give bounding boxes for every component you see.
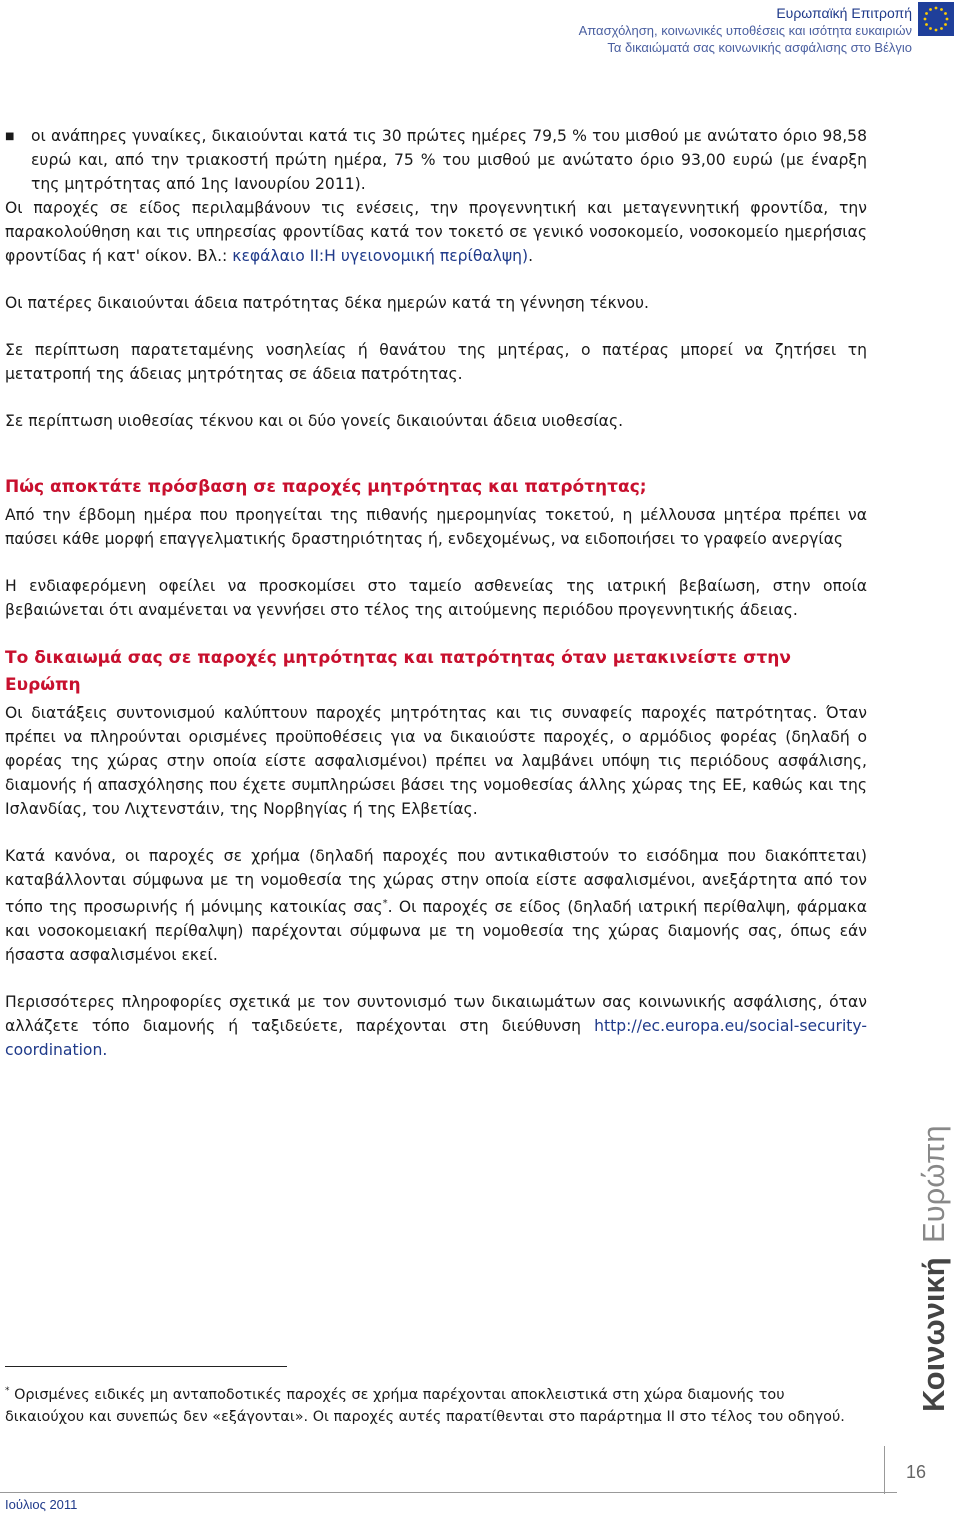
brand-word-europe: Ευρώπη xyxy=(916,1125,951,1243)
paragraph-transfer-leave: Σε περίπτωση παρατεταμένης νοσηλείας ή θανάτου της μητέρας, ο πατέρας μπορεί να ζητήσει τη μετατροπή της άδειας μητρότητας σε άδεια πατρότητας. xyxy=(5,341,867,383)
paragraph-benefits-in-kind xyxy=(5,196,867,268)
footnote-text: Ορισμένες ειδικές μη ανταποδοτικές παροχές σε χρήμα παρέχονται αποκλειστικά στη χώρα διαμονής του δικαιούχου και συνεπώς δεν «εξάγονται». Οι παροχές αυτές παρατίθενται στο παράρτημα ΙΙ στο τέλος του οδηγού. xyxy=(5,1386,845,1425)
social-europe-brand xyxy=(910,1078,951,1418)
page-number: 16 xyxy=(906,1462,927,1482)
footnote-mark: * xyxy=(5,1386,10,1396)
paragraph-cash-benefits xyxy=(5,844,867,967)
section-heading-access: Πώς αποκτάτε πρόσβαση σε παροχές μητρότητας και πατρότητας; xyxy=(5,477,647,497)
main-content xyxy=(5,124,867,1085)
paragraph-medical-certificate: Η ενδιαφερόμενη οφείλει να προσκομίσει στο ταμείο ασθενείας της ιατρική βεβαίωση, στην οποία βεβαιώνεται ότι αναμένεται να γεννήσει στο τέλος της αιτούμενης περιόδου προγεννητικής άδειας. xyxy=(5,577,867,619)
paragraph-more-info xyxy=(5,990,867,1062)
paragraph-coordination: Οι διατάξεις συντονισμού καλύπτουν παροχές μητρότητας και τις συναφείς παροχές πατρότητας. Όταν πρέπει να πληρούνται ορισμένες προϋποθέσεις για να δικαιούστε παροχές, ο αρμόδιος φορέας (δηλαδή ο φορέας της χώρας στην οποία είστε ασφαλισμένοι) πρέπει να λαμβάνει υπόψη τις περιόδους ασφάλισης, διαμονής ή απασχόλησης που έχετε συμπληρώσει βάσει της νομοθεσίας άλλης χώρας της ΕΕ, καθώς και της Ισλανδίας, του Λιχτενστάιν, της Νορβηγίας ή της Ελβετίας. xyxy=(5,704,867,818)
header-line-1: Απασχόληση, κοινωνικές υποθέσεις και ισότητα ευκαιριών xyxy=(578,23,912,38)
footer-date: Ιούλιος 2011 xyxy=(5,1497,78,1512)
footnote-divider xyxy=(5,1366,287,1367)
paragraph-text-continued: . Οι παροχές σε είδος (δηλαδή ιατρική περίθαλψη, φάρμακα και νοσοκομειακή περίθαλψη) παρέχονται σύμφωνα με τη νομοθεσία της χώρας διαμονής σας, όπως εάν ήσαστα ασφαλισμένοι εκεί. xyxy=(5,898,868,965)
square-bullet-icon: ■ xyxy=(5,131,15,142)
bullet-text: οι ανάπηρες γυναίκες, δικαιούνται κατά τις 30 πρώτες ημέρες 79,5 % του μισθού με ανώτατο όριο 98,58 ευρώ και, από την τριακοστή πρώτη ημέρα, 75 % του μισθού με ανώτατο όριο 93,00 ευρώ (με έναρξη της μητρότητας από 1ης Ιανουρίου 2011). xyxy=(31,127,867,193)
paragraph-adoption: Σε περίπτωση υιοθεσίας τέκνου και οι δύο γονείς δικαιούνται άδεια υιοθεσίας. xyxy=(5,412,624,430)
paragraph-text: Κατά κανόνα, οι παροχές σε χρήμα (δηλαδή παροχές που αντικαθιστούν το εισόδημα που διακόπτεται) καταβάλλονται σύμφωνα με τη νομοθεσία της χώρας στην οποία είστε ασφαλισμένοι, ανεξάρτητα από τον τόπο της προσωρινής ή μόνιμης κατοικίας σας xyxy=(5,847,867,917)
paragraph-text: Περισσότερες πληροφορίες σχετικά με τον συντονισμό των δικαιωμάτων σας κοινωνικής ασφάλισης, όταν αλλάζετε τόπο διαμονής ή ταξιδεύετε, παρέχονται στη διεύθυνση xyxy=(5,993,867,1036)
paragraph-seventh-day: Από την έβδομη ημέρα που προηγείται της πιθανής ημερομηνίας τοκετού, η μέλλουσα μητέρα πρέπει να παύσει κάθε μορφή επαγγελματικής δραστηριότητας ή, ενδεχομένως, να ειδοποιήσει το γραφείο ανεργίας xyxy=(5,506,867,548)
bullet-item xyxy=(5,124,867,196)
header-organization: Ευρωπαϊκή Επιτροπή xyxy=(776,5,912,21)
coordination-url-link[interactable]: http://ec.europa.eu/social-security-coordination. xyxy=(5,1017,867,1060)
section-heading-europe: Το δικαιωμά σας σε παροχές μητρότητας και πατρότητας όταν μετακινείστε στην Ευρώπη xyxy=(5,648,791,695)
paragraph-end: . xyxy=(528,247,534,265)
eu-flag-icon xyxy=(918,2,954,36)
footer-divider xyxy=(0,1492,897,1493)
header-line-2: Τα δικαιώματά σας κοινωνικής ασφάλισης στο Βέλγιο xyxy=(607,40,912,55)
page-number-divider xyxy=(884,1446,885,1494)
paragraph-paternity-leave: Οι πατέρες δικαιούνται άδεια πατρότητας δέκα ημερών κατά τη γέννηση τέκνου. xyxy=(5,294,649,312)
footnote xyxy=(5,1380,867,1428)
footnote-marker: * xyxy=(382,898,388,909)
paragraph-text: Οι παροχές σε είδος περιλαμβάνουν τις ενέσεις, την προγεννητική και μεταγεννητική φροντίδα, την παρακολούθηση και τις υπηρεσίας φροντίδας κατά τον τοκετό σε γενικό νοσοκομείο, νοσοκομείο ημερήσιας φροντίδας ή κατ' οίκον. Βλ.: xyxy=(5,199,867,265)
brand-word-social: Κοινωνική xyxy=(916,1257,951,1412)
document-header xyxy=(579,4,912,56)
chapter-link[interactable]: κεφάλαιο ΙΙ:Η υγειονομική περίθαλψη) xyxy=(232,247,529,265)
